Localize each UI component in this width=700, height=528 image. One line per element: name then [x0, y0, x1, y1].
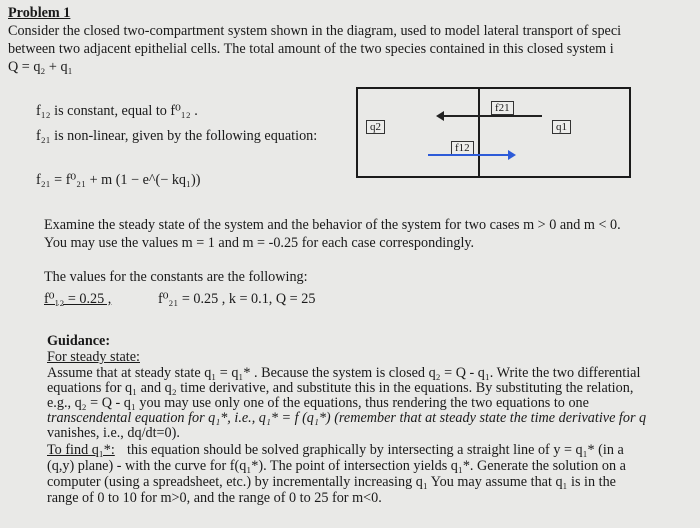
flux-f12-label: f12 [451, 141, 474, 155]
examine-line-1: Examine the steady state of the system and the behavior of the system for two cases m > 0 and m < 0. [44, 217, 621, 233]
guidance-title: Guidance: [47, 333, 111, 349]
constant-f12: f⁰₁₂ = 0.25 , [44, 291, 112, 307]
f21-definition: f₂₁ is non-linear, given by the following equation: [36, 128, 318, 144]
examine-line-2: You may use the values m = 1 and m = -0.25 for each case correspondingly. [44, 235, 475, 251]
flux-f12-arrow-head [508, 150, 516, 160]
guidance-line-2: equations for q₁ and q₂ time derivative, and substitute this in the equations. By substituting the relation, [47, 380, 634, 396]
intro-line-1: Consider the closed two-compartment system shown in the diagram, used to model lateral transport of speci [8, 23, 622, 39]
guidance-line-4: transcendental equation for q₁*, i.e., q₁* = f (q₁*) (remember that at steady state the time derivative for q [47, 410, 647, 426]
flux-f21-arrow-line [442, 115, 542, 117]
compartment-divider [478, 89, 480, 176]
steady-state-heading: For steady state: [47, 349, 140, 365]
flux-f21-arrow-head [436, 111, 444, 121]
flux-f21-label: f21 [491, 101, 514, 115]
compartment-q1-label: q1 [552, 120, 571, 134]
intro-line-2: between two adjacent epithelial cells. The total amount of the two species contained in this closed system i [8, 41, 614, 57]
f12-definition: f₁₂ is constant, equal to f⁰₁₂ . [36, 103, 198, 119]
find-q1-heading: To find q₁*: [47, 442, 115, 458]
total-equation: Q = q₂ + q₁ [8, 59, 73, 75]
guidance-line-1: Assume that at steady state q₁ = q₁* . Because the system is closed q₂ = Q - q₁. Write the two differential [47, 365, 641, 381]
find-line-2: (q,y) plane) - with the curve for f(q₁*). The point of intersection yields q₁*. Generate the solution on a [47, 458, 626, 474]
find-line-1: this equation should be solved graphically by intersecting a straight line of y = q₁* (in a [127, 442, 624, 458]
constants-title: The values for the constants are the following: [44, 269, 308, 285]
find-line-3: computer (using a spreadsheet, etc.) by incrementally increasing q₁ You may assume that q₁ is in the [47, 474, 616, 490]
compartment-q2-label: q2 [366, 120, 385, 134]
constant-f21-k-q: f⁰₂₁ = 0.25 , k = 0.1, Q = 25 [158, 291, 316, 307]
find-line-4: range of 0 to 10 for m>0, and the range of 0 to 25 for m<0. [47, 490, 382, 506]
f21-equation: f₂₁ = f⁰₂₁ + m (1 − e^(− kq₁)) [36, 172, 201, 188]
guidance-line-5: vanishes, i.e., dq/dt=0). [47, 425, 180, 441]
guidance-line-3: e.g., q₂ = Q - q₁ you may use only one of the equations, thus rendering the two equations to one [47, 395, 589, 411]
problem-heading: Problem 1 [8, 5, 71, 21]
flux-f12-arrow-line [428, 154, 510, 156]
compartment-diagram [356, 87, 631, 178]
